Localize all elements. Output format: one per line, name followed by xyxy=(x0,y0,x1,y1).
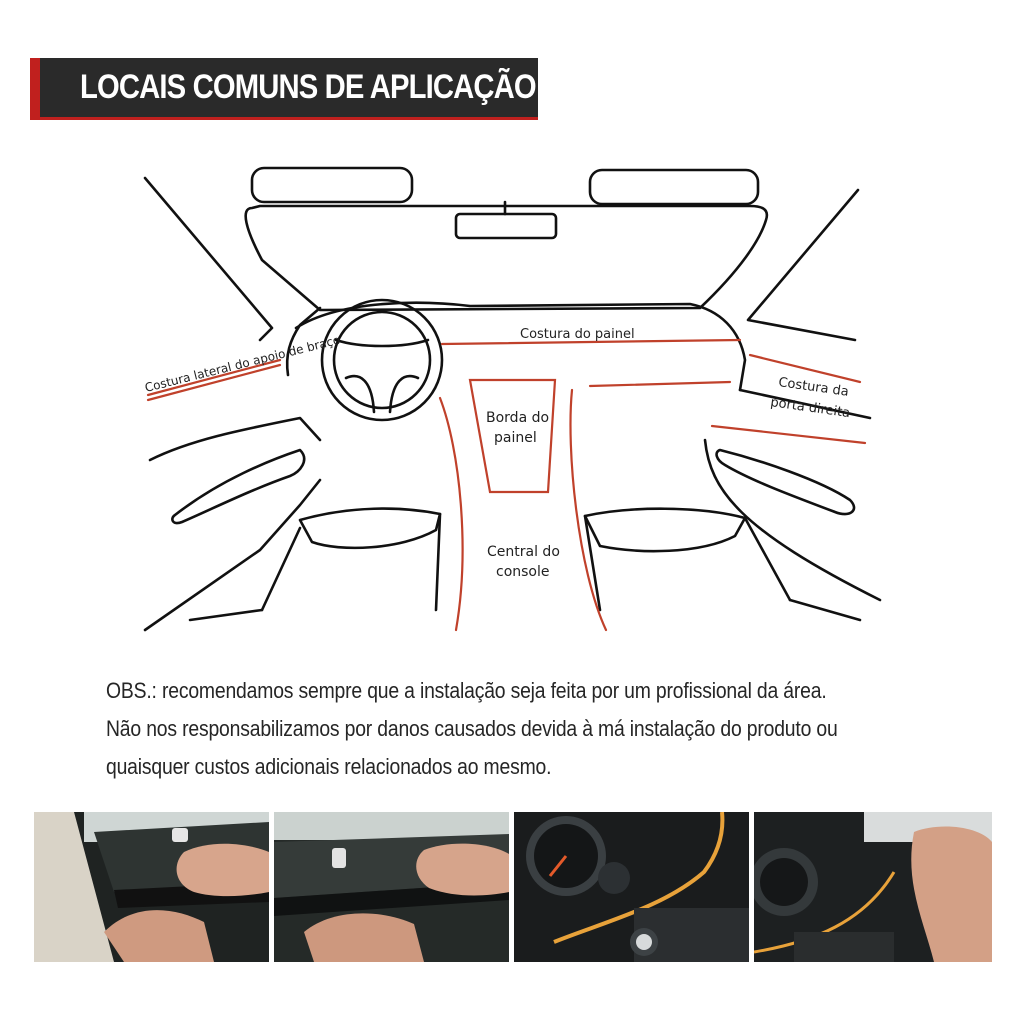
label-borda-painel-2: painel xyxy=(494,430,537,446)
label-costura-porta-1: Costura da xyxy=(777,375,850,400)
installation-photos xyxy=(34,812,992,962)
observation-notes xyxy=(106,672,1006,786)
note-line-2: Não nos responsabilizamos por danos causados devida à má instalação do produto ou xyxy=(106,716,838,741)
photo-dashboard-lit-strip xyxy=(514,812,749,962)
label-costura-lateral: Costura lateral do apoio de braço xyxy=(143,332,342,395)
photo-dashboard-installation xyxy=(754,812,992,962)
car-interior-diagram xyxy=(0,150,1024,650)
label-costura-porta-2: porta direita xyxy=(769,395,852,422)
photo-door-installation-1 xyxy=(34,812,269,962)
label-central-console-2: console xyxy=(496,564,550,580)
label-central-console-1: Central do xyxy=(487,544,560,560)
note-line-1: OBS.: recomendamos sempre que a instalação seja feita por um profissional da área. xyxy=(106,678,827,703)
banner-title: LOCAIS COMUNS DE APLICAÇÃO xyxy=(80,68,536,106)
label-costura-painel: Costura do painel xyxy=(520,327,635,342)
note-line-3: quaisquer custos adicionais relacionados ao mesmo. xyxy=(106,754,552,779)
label-borda-painel-1: Borda do xyxy=(486,410,550,426)
photo-door-installation-2 xyxy=(274,812,509,962)
title-banner xyxy=(30,58,538,120)
